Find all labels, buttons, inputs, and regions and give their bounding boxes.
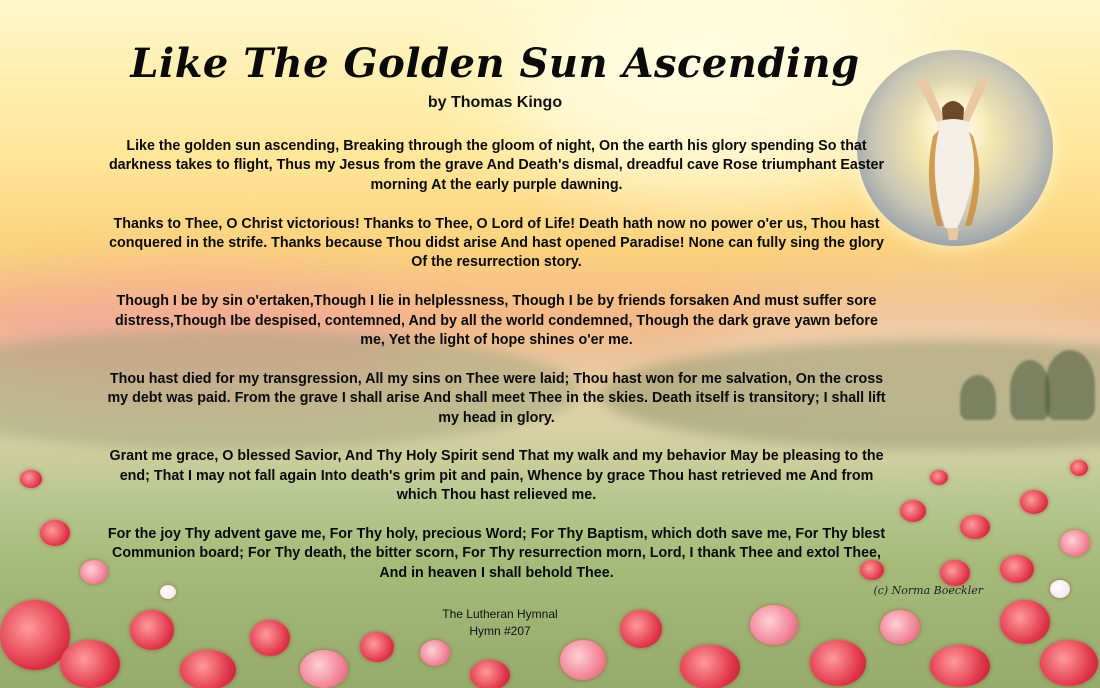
poppy <box>940 560 970 586</box>
poppy <box>180 650 236 688</box>
copyright-credit: (c) Norma Boeckler <box>873 584 983 597</box>
poem-author: by Thomas Kingo <box>427 94 563 111</box>
poppy <box>1020 490 1048 514</box>
poppy <box>960 515 990 539</box>
poppy <box>130 610 174 650</box>
poppy <box>20 470 42 488</box>
poppy <box>420 640 450 666</box>
tree <box>1010 360 1050 420</box>
poppy <box>810 640 866 686</box>
poppy <box>930 645 990 687</box>
poppy <box>250 620 290 656</box>
poppy <box>1050 580 1070 598</box>
poppy <box>1040 640 1098 686</box>
poppy <box>1070 460 1088 476</box>
poppy <box>620 610 662 648</box>
tree <box>1045 350 1095 420</box>
poppy <box>900 500 926 522</box>
poppy <box>300 650 348 688</box>
poem-verses <box>104 137 889 603</box>
poppy <box>880 610 920 644</box>
poppy <box>1000 555 1034 583</box>
hymnal-source <box>380 606 620 640</box>
poppy <box>560 640 606 680</box>
poppy <box>1060 530 1090 556</box>
tree <box>960 375 996 420</box>
poppy <box>470 660 510 688</box>
poem-title: Like The Golden Sun Ascending <box>130 40 860 87</box>
poppy <box>40 520 70 546</box>
poppy <box>60 640 120 688</box>
verse-1: Like the golden sun ascending, Breaking through the gloom of night, On the earth his glory spending So that darkness takes to flight, Thus my Jesus from the grave And Death's dismal, dreadful cave Rose triumphant Easter morning At the early purple dawning. <box>108 138 885 193</box>
hymn-number: Hymn #207 <box>469 624 531 638</box>
verse-2: Thanks to Thee, O Christ victorious! Thanks to Thee, O Lord of Life! Death hath now no power o'er us, Thou hast conquered in the strife. Thanks because Thou didst arise And hast opened Paradise! None can fully sing the glory Of the resurrection story. <box>109 215 884 271</box>
verse-5: Grant me grace, O blessed Savior, And Thy Holy Spirit send That my walk and my behavior May be pleasing to the end; That I may not fall again Into death's grim pit and pain, Whence by grace Thou hast retrieved me And from which Thou hast relieved me. <box>109 448 884 504</box>
poppy <box>930 470 948 485</box>
poppy <box>750 605 798 645</box>
verse-4: Thou hast died for my transgression, All my sins on Thee were laid; Thou hast won for me salvation, On the cross my debt was paid. From the grave I shall arise And shall meet Thee in the skies. Death itself is transitory; I shall lift my head in glory. <box>107 370 886 426</box>
verse-3: Though I be by sin o'ertaken,Though I lie in helplessness, Though I be by friends forsaken And must suffer sore distress,Though Ibe despised, contemned, And by all the world condemned, Though the dark grave yawn before me, Yet the light of hope shines o'er me. <box>115 293 878 349</box>
poppy <box>680 645 740 688</box>
poppy <box>1000 600 1050 644</box>
verse-6: For the joy Thy advent gave me, For Thy holy, precious Word; For Thy Baptism, which doth save me, For Thy blest Communion board; For Thy death, the bitter scorn, For Thy resurrection morn, Lord, I thank Thee and extol Thee, And in heaven I shall behold Thee. <box>107 526 886 581</box>
hymnal-name: The Lutheran Hymnal <box>442 607 558 621</box>
